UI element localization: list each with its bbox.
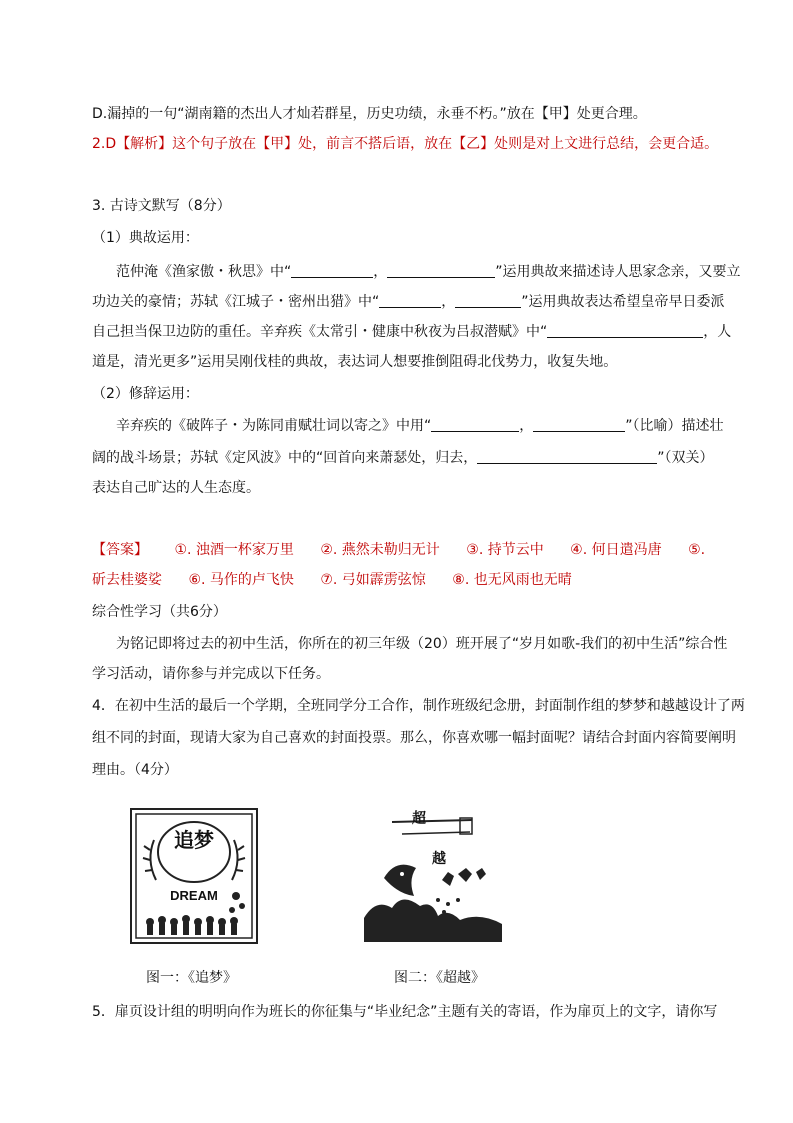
answer-blank[interactable] — [387, 263, 495, 278]
section-intro-2: 学习活动，请你参与并完成以下任务。 — [92, 666, 330, 682]
q3-p2-line1: 辛弃疾的《破阵子・为陈同甫赋壮词以寄之》中用“ ， ”（比喻）描述壮 — [116, 418, 724, 434]
q2-answer: 2.D【解析】这个句子放在【甲】处，前言不搭后语，放在【乙】处则是对上文进行总结，会更合适。 — [92, 136, 719, 152]
q5-line-1: 5．扉页设计组的明明向作为班长的你征集与“毕业纪念”主题有关的寄语，作为扉页上的文字，请你写 — [92, 1004, 718, 1020]
answer-blank[interactable] — [547, 323, 703, 338]
q3-p1-line1: 范仲淹《渔家傲・秋思》中“ ， ”运用典故来描述诗人思家念亲，又要立 — [116, 264, 741, 280]
figure-2-illustration — [362, 808, 506, 942]
figure-2-char-mid: 越 — [432, 851, 446, 867]
q4-line-2: 组不同的封面，现请大家为自己喜欢的封面投票。那么，你喜欢哪一幅封面呢？请结合封面内容简要阐明 — [92, 730, 736, 746]
answer-blank[interactable] — [477, 449, 657, 464]
q3-p2-line2: 阔的战斗场景；苏轼《定风波》中的“回首向来萧瑟处，归去， ”（双关） — [92, 450, 714, 466]
figure-2-char-top: 超 — [412, 811, 426, 827]
figure-1-caption: 图一：《追梦》 — [146, 970, 237, 986]
q3-title: 3. 古诗文默写（8分） — [92, 198, 231, 214]
section-title: 综合性学习（共6分） — [92, 604, 227, 620]
section-intro-1: 为铭记即将过去的初中生活，你所在的初三年级（20）班开展了“岁月如歌-我们的初中生活”综合性 — [116, 636, 728, 652]
answer-blank[interactable] — [379, 293, 441, 308]
q3-p2-line3: 表达自己旷达的人生态度。 — [92, 480, 260, 496]
answer-blank[interactable] — [431, 417, 519, 432]
answer-label: 【答案】 — [92, 542, 148, 558]
q2-option-d: D.漏掉的一句“湖南籍的杰出人才灿若群星，历史功绩，永垂不朽。”放在【甲】处更合理。 — [92, 106, 647, 122]
q3-p1-line4: 道是，清光更多”运用吴刚伐桂的典故，表达词人想要推倒阻碍北伐势力，收复失地。 — [92, 354, 618, 370]
answer-blank[interactable] — [533, 417, 625, 432]
answer-line-1: 【答案】 ①. 浊酒一杯家万里 ②. 燕然未勒归无计 ③. 持节云中 ④. 何日遣冯唐 ⑤. — [92, 542, 706, 558]
q3-p1-line3: 自己担当保卫边防的重任。辛弃疾《太常引・健康中秋夜为吕叔潜赋》中“ ，人 — [92, 324, 732, 340]
answer-blank[interactable] — [291, 263, 373, 278]
q3-sub1: （1）典故运用： — [92, 230, 199, 246]
figure-2-cover — [362, 808, 506, 942]
figure-1-cover — [130, 808, 258, 944]
q4-line-1: 4．在初中生活的最后一个学期，全班同学分工合作，制作班级纪念册，封面制作组的梦梦和越越设计了两 — [92, 698, 745, 714]
figure-1-word: DREAM — [170, 888, 218, 903]
answer-line-2: 斫去桂婆娑 ⑥. 马作的卢飞快 ⑦. 弓如霹雳弦惊 ⑧. 也无风雨也无晴 — [92, 572, 572, 588]
q3-p1-line2: 功边关的豪情；苏轼《江城子・密州出猎》中“ ， ”运用典故表达希望皇帝早日委派 — [92, 294, 725, 310]
q4-line-3: 理由。（4分） — [92, 762, 178, 778]
figure-2-caption: 图二：《超越》 — [394, 970, 485, 986]
figure-1-title: 追梦 — [174, 828, 214, 852]
q3-sub2: （2）修辞运用： — [92, 386, 199, 402]
answer-blank[interactable] — [455, 293, 521, 308]
